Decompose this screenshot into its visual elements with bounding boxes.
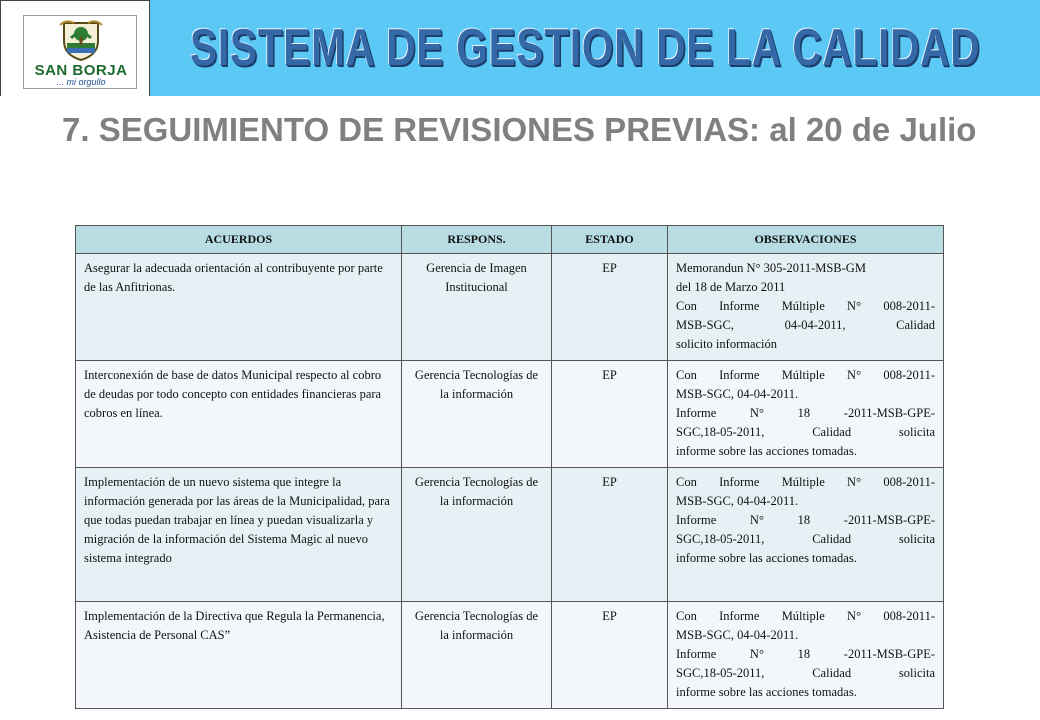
obs-line: del 18 de Marzo 2011 — [676, 280, 786, 294]
header-banner — [0, 0, 1040, 96]
table-header-row — [76, 226, 944, 254]
logo-panel — [0, 0, 150, 96]
estado-cell: EP — [552, 254, 668, 361]
obs-line: SGC,18-05-2011, Calidad solicita — [676, 532, 935, 546]
observaciones-cell — [668, 254, 944, 361]
obs-line: informe sobre las acciones tomadas. — [676, 444, 857, 458]
obs-line: informe sobre las acciones tomadas. — [676, 551, 857, 565]
estado-cell: EP — [552, 602, 668, 709]
obs-line: Con Informe Múltiple N° 008-2011- — [676, 475, 935, 489]
obs-line: MSB-SGC, 04-04-2011. — [676, 387, 799, 401]
observaciones-cell — [668, 602, 944, 709]
header-acuerdos: ACUERDOS — [76, 226, 402, 254]
header-estado: ESTADO — [552, 226, 668, 254]
acuerdos-table — [75, 225, 944, 709]
obs-line: SGC,18-05-2011, Calidad solicita — [676, 425, 935, 439]
respons-cell: Gerencia Tecnologías de la información — [402, 468, 552, 602]
obs-line: Con Informe Múltiple N° 008-2011- — [676, 299, 935, 313]
header-respons: RESPONS. — [402, 226, 552, 254]
estado-cell: EP — [552, 468, 668, 602]
obs-line: MSB-SGC, 04-04-2011. — [676, 494, 799, 508]
respons-cell: Gerencia Tecnologías de la información — [402, 602, 552, 709]
obs-line: SGC,18-05-2011, Calidad solicita — [676, 666, 935, 680]
san-borja-logo — [23, 15, 137, 89]
banner-title: SISTEMA DE GESTION DE LA CALIDAD — [190, 19, 981, 77]
municipal-seal-icon — [56, 19, 106, 61]
obs-line: Memorandun N° 305-2011-MSB-GM — [676, 261, 866, 275]
table-row — [76, 602, 944, 709]
table-row — [76, 254, 944, 361]
obs-line: solicito información — [676, 337, 778, 351]
logo-slogan: ... mi orgullo — [56, 77, 106, 87]
estado-cell: EP — [552, 361, 668, 468]
table-row — [76, 361, 944, 468]
header-observaciones: OBSERVACIONES — [668, 226, 944, 254]
acuerdo-cell: Implementación de la Directiva que Regula la Permanencia, Asistencia de Personal CAS” — [76, 602, 402, 709]
obs-line: Informe N° 18 -2011-MSB-GPE- — [676, 647, 935, 661]
obs-line: MSB-SGC, 04-04-2011, Calidad — [676, 318, 935, 332]
respons-cell: Gerencia de Imagen Institucional — [402, 254, 552, 361]
obs-line: Con Informe Múltiple N° 008-2011- — [676, 609, 935, 623]
observaciones-cell — [668, 361, 944, 468]
obs-line: Informe N° 18 -2011-MSB-GPE- — [676, 406, 935, 420]
acuerdo-cell: Implementación de un nuevo sistema que integre la información generada por las áreas de la Municipalidad, para que todas puedan trabajar en línea y puedan visualizarla y migración de la información del Sistema Magic al nuevo sistema integrado — [76, 468, 402, 602]
obs-line: Con Informe Múltiple N° 008-2011- — [676, 368, 935, 382]
table-row — [76, 468, 944, 602]
logo-name: SAN BORJA — [34, 62, 128, 79]
obs-line: MSB-SGC, 04-04-2011. — [676, 628, 799, 642]
respons-cell: Gerencia Tecnologías de la información — [402, 361, 552, 468]
obs-line: informe sobre las acciones tomadas. — [676, 685, 857, 699]
observaciones-cell — [668, 468, 944, 602]
acuerdo-cell: Asegurar la adecuada orientación al contribuyente por parte de las Anfitrionas. — [76, 254, 402, 361]
acuerdo-cell: Interconexión de base de datos Municipal respecto al cobro de deudas por todo concepto con entidades financieras para cobros en línea. — [76, 361, 402, 468]
page-title: 7. SEGUIMIENTO DE REVISIONES PREVIAS: al 20 de Julio — [62, 111, 977, 148]
obs-line: Informe N° 18 -2011-MSB-GPE- — [676, 513, 935, 527]
